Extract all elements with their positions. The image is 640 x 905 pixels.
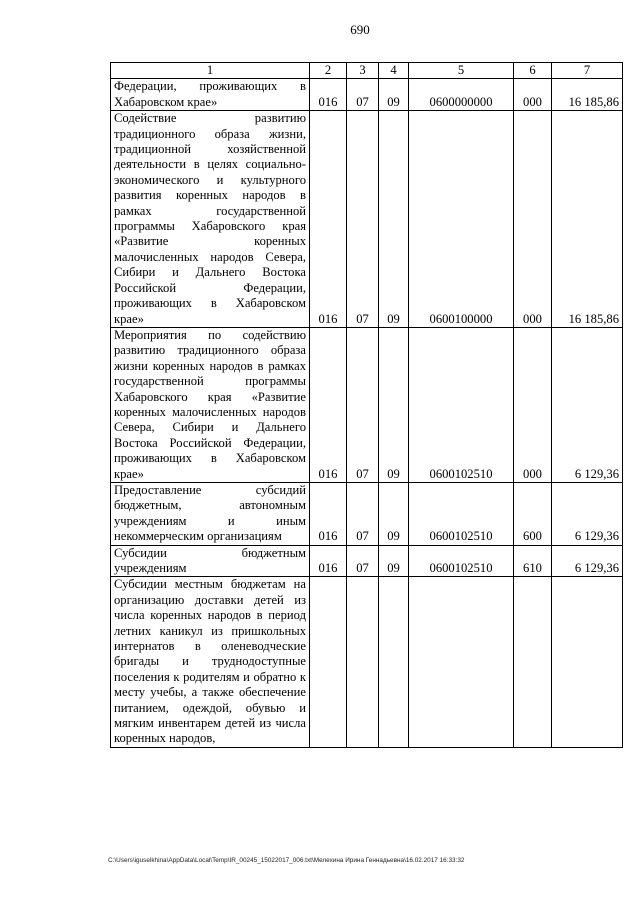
subsection-code: 09 bbox=[379, 482, 409, 545]
amount: 16 185,86 bbox=[552, 111, 623, 328]
header-col-1: 1 bbox=[111, 63, 310, 79]
subsection-code bbox=[379, 577, 409, 747]
budget-table bbox=[110, 62, 623, 748]
expense-type-code bbox=[514, 577, 552, 747]
table-row bbox=[111, 545, 623, 577]
subsection-code: 09 bbox=[379, 327, 409, 482]
amount: 16 185,86 bbox=[552, 79, 623, 111]
table-row bbox=[111, 111, 623, 328]
section-code: 07 bbox=[347, 482, 379, 545]
header-col-6: 6 bbox=[514, 63, 552, 79]
row-description: Мероприятия по содействию развитию традиционного образа жизни коренных народов в рамках государственной программы Хабаровского края «Развитие коренных малочисленных народов Севера, Сибири и Дальнего Востока Российской Федерации, проживающих в Хабаровском крае» bbox=[111, 327, 310, 482]
page-number: 690 bbox=[350, 22, 370, 37]
amount: 6 129,36 bbox=[552, 482, 623, 545]
table-row bbox=[111, 327, 623, 482]
expense-type-code: 000 bbox=[514, 111, 552, 328]
header-col-3: 3 bbox=[347, 63, 379, 79]
ministry-code: 016 bbox=[310, 545, 347, 577]
row-description: Субсидии местным бюджетам на организацию доставки детей из числа коренных народов в период летних каникул из пришкольных интернатов в оленеводческие бригады и труднодоступные поселения к родителям и обратно к месту учебы, а также обеспечение питанием, одеждой, обувью и мягким инвентарем детей из числа коренных народов, bbox=[111, 577, 310, 747]
target-article-code: 0600100000 bbox=[409, 111, 514, 328]
header-col-5: 5 bbox=[409, 63, 514, 79]
expense-type-code: 600 bbox=[514, 482, 552, 545]
section-code: 07 bbox=[347, 111, 379, 328]
header-col-4: 4 bbox=[379, 63, 409, 79]
amount: 6 129,36 bbox=[552, 327, 623, 482]
target-article-code: 0600102510 bbox=[409, 482, 514, 545]
section-code: 07 bbox=[347, 327, 379, 482]
row-description: Федерации, проживающих в Хабаровском крае» bbox=[111, 79, 310, 111]
section-code: 07 bbox=[347, 545, 379, 577]
subsection-code: 09 bbox=[379, 111, 409, 328]
target-article-code: 0600102510 bbox=[409, 545, 514, 577]
subsection-code: 09 bbox=[379, 545, 409, 577]
table-row bbox=[111, 577, 623, 747]
ministry-code: 016 bbox=[310, 482, 347, 545]
expense-type-code: 000 bbox=[514, 327, 552, 482]
ministry-code: 016 bbox=[310, 327, 347, 482]
section-code: 07 bbox=[347, 79, 379, 111]
file-path-footer: C:\Users\iguselkhina\AppData\Local\Temp\IR_00245_15022017_006.txt\Мелехина Ирина Геннадьевна\16.02.2017 16:33:32 bbox=[108, 857, 465, 864]
table-row bbox=[111, 79, 623, 111]
ministry-code: 016 bbox=[310, 111, 347, 328]
target-article-code: 0600102510 bbox=[409, 327, 514, 482]
table-header-row bbox=[111, 63, 623, 79]
target-article-code bbox=[409, 577, 514, 747]
row-description: Субсидии бюджетным учреждениям bbox=[111, 545, 310, 577]
target-article-code: 0600000000 bbox=[409, 79, 514, 111]
amount bbox=[552, 577, 623, 747]
amount: 6 129,36 bbox=[552, 545, 623, 577]
row-description: Предоставление субсидий бюджетным, автономным учреждениям и иным некоммерческим организациям bbox=[111, 482, 310, 545]
table-row bbox=[111, 482, 623, 545]
row-description: Содействие развитию традиционного образа жизни, традиционной хозяйственной деятельности в целях социально-экономического и культурного развития коренных народов в рамках государственной программы Хабаровского края «Развитие коренных малочисленных народов Севера, Сибири и Дальнего Востока Российской Федерации, проживающих в Хабаровском крае» bbox=[111, 111, 310, 328]
expense-type-code: 610 bbox=[514, 545, 552, 577]
section-code bbox=[347, 577, 379, 747]
expense-type-code: 000 bbox=[514, 79, 552, 111]
header-col-7: 7 bbox=[552, 63, 623, 79]
subsection-code: 09 bbox=[379, 79, 409, 111]
header-col-2: 2 bbox=[310, 63, 347, 79]
ministry-code bbox=[310, 577, 347, 747]
ministry-code: 016 bbox=[310, 79, 347, 111]
